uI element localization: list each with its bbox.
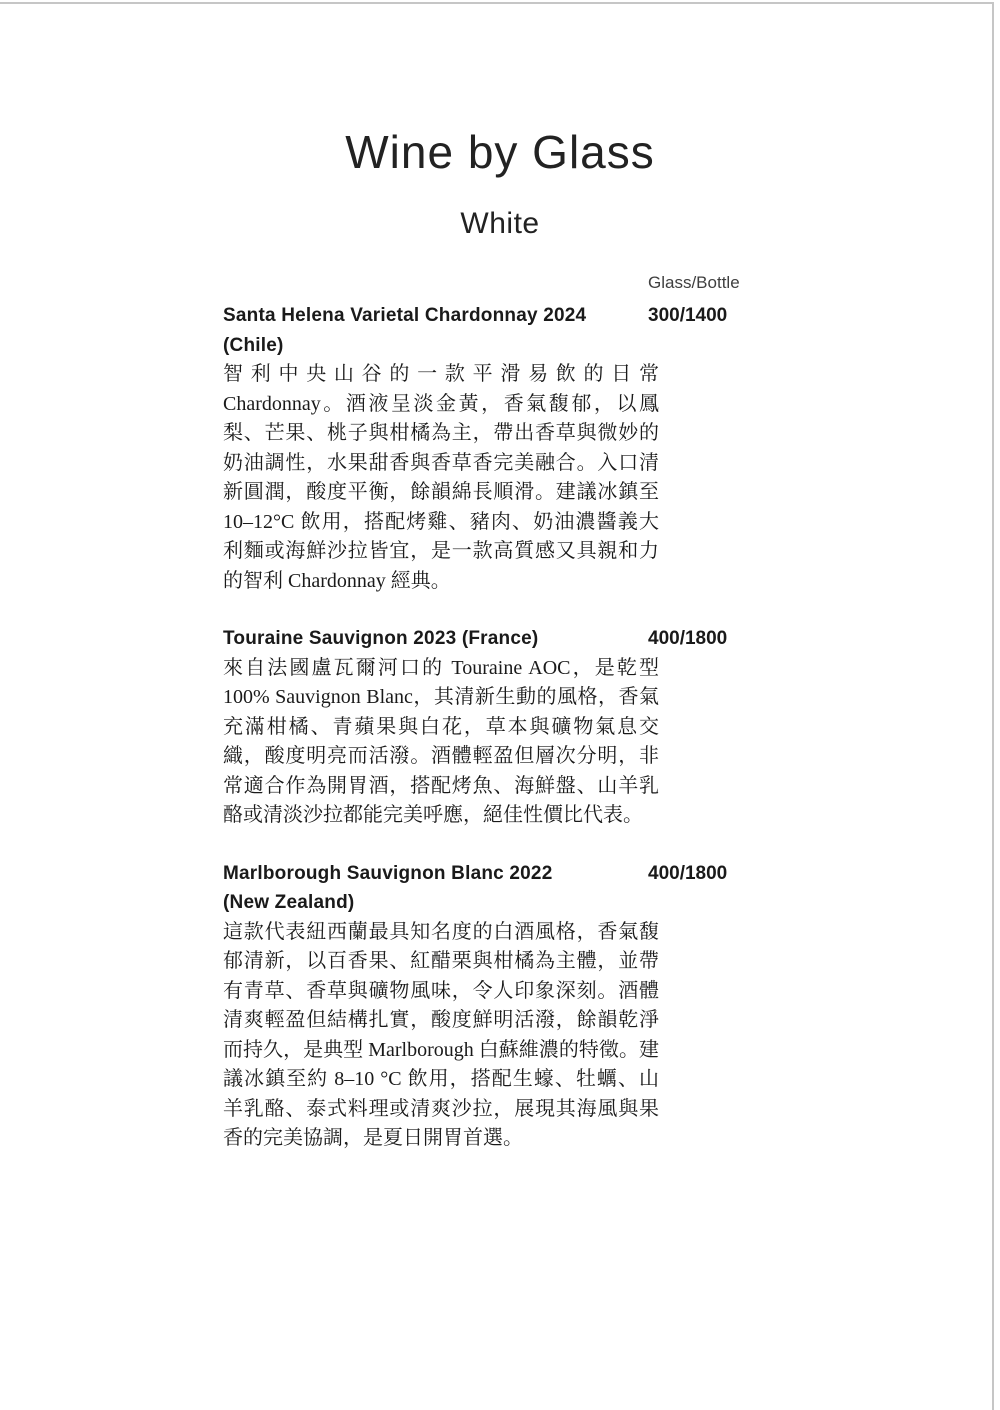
wine-description: 這款代表紐西蘭最具知名度的白酒風格，香氣馥郁清新，以百香果、紅醋栗與柑橘為主體，並帶有青草、香草與礦物風味，令人印象深刻。酒體清爽輕盈但結構扎實，酸度鮮明活潑，餘韻乾淨而持久，是典型 Marlborough 白蘇維濃的特徵。建議冰鎮至約 8–10 °C 飲用，搭配生蠔、牡蠣、山羊乳酪、泰式料理或清爽沙拉，展現其海風與果香的完美協調，是夏日開胃首選。 bbox=[223, 920, 659, 1149]
wine-price: 400/1800 bbox=[648, 862, 728, 884]
wine-name: Santa Helena Varietal Chardonnay 2024 (Chile) bbox=[223, 305, 587, 356]
wine-entry bbox=[223, 301, 753, 596]
price-column-header: Glass/Bottle bbox=[648, 273, 740, 292]
wine-name-line2: (New Zealand) bbox=[223, 892, 355, 913]
wine-price: 400/1800 bbox=[648, 628, 728, 649]
wine-entry bbox=[223, 624, 753, 831]
page-edge-top bbox=[0, 2, 994, 4]
wine-name-line1: Marlborough Sauvignon Blanc 2022 bbox=[223, 862, 553, 884]
wine-entry-header bbox=[223, 859, 753, 918]
wine-entry bbox=[223, 859, 753, 1154]
menu-content bbox=[223, 273, 753, 1154]
wine-name: Touraine Sauvignon 2023 (France) bbox=[223, 628, 539, 649]
page-edge-right bbox=[992, 2, 994, 1410]
wine-name bbox=[223, 859, 648, 918]
wine-price: 300/1400 bbox=[648, 305, 728, 326]
wine-entry-header bbox=[223, 301, 753, 360]
page-title: Wine by Glass bbox=[345, 126, 655, 178]
wine-entry-header bbox=[223, 624, 753, 654]
wine-description: 智利中央山谷的一款平滑易飲的日常 Chardonnay。酒液呈淡金黃，香氣馥郁，以鳳梨、芒果、桃子與柑橘為主，帶出香草與微妙的奶油調性，水果甜香與香草香完美融合。入口清新圓潤，酸度平衡，餘韻綿長順滑。建議冰鎮至 10–12°C 飲用，搭配烤雞、豬肉、奶油濃醬義大利麵或海鮮沙拉皆宜，是一款高質感又具親和力的智利 Chardonnay 經典。 bbox=[223, 363, 659, 592]
section-heading: White bbox=[460, 207, 540, 240]
wine-description: 來自法國盧瓦爾河口的 Touraine AOC，是乾型 100% Sauvignon Blanc，其清新生動的風格，香氣充滿柑橘、青蘋果與白花，草本與礦物氣息交織，酸度明亮而活潑。酒體輕盈但層次分明，非常適合作為開胃酒，搭配烤魚、海鮮盤、山羊乳酪或清淡沙拉都能完美呼應，絕佳性價比代表。 bbox=[223, 656, 659, 826]
